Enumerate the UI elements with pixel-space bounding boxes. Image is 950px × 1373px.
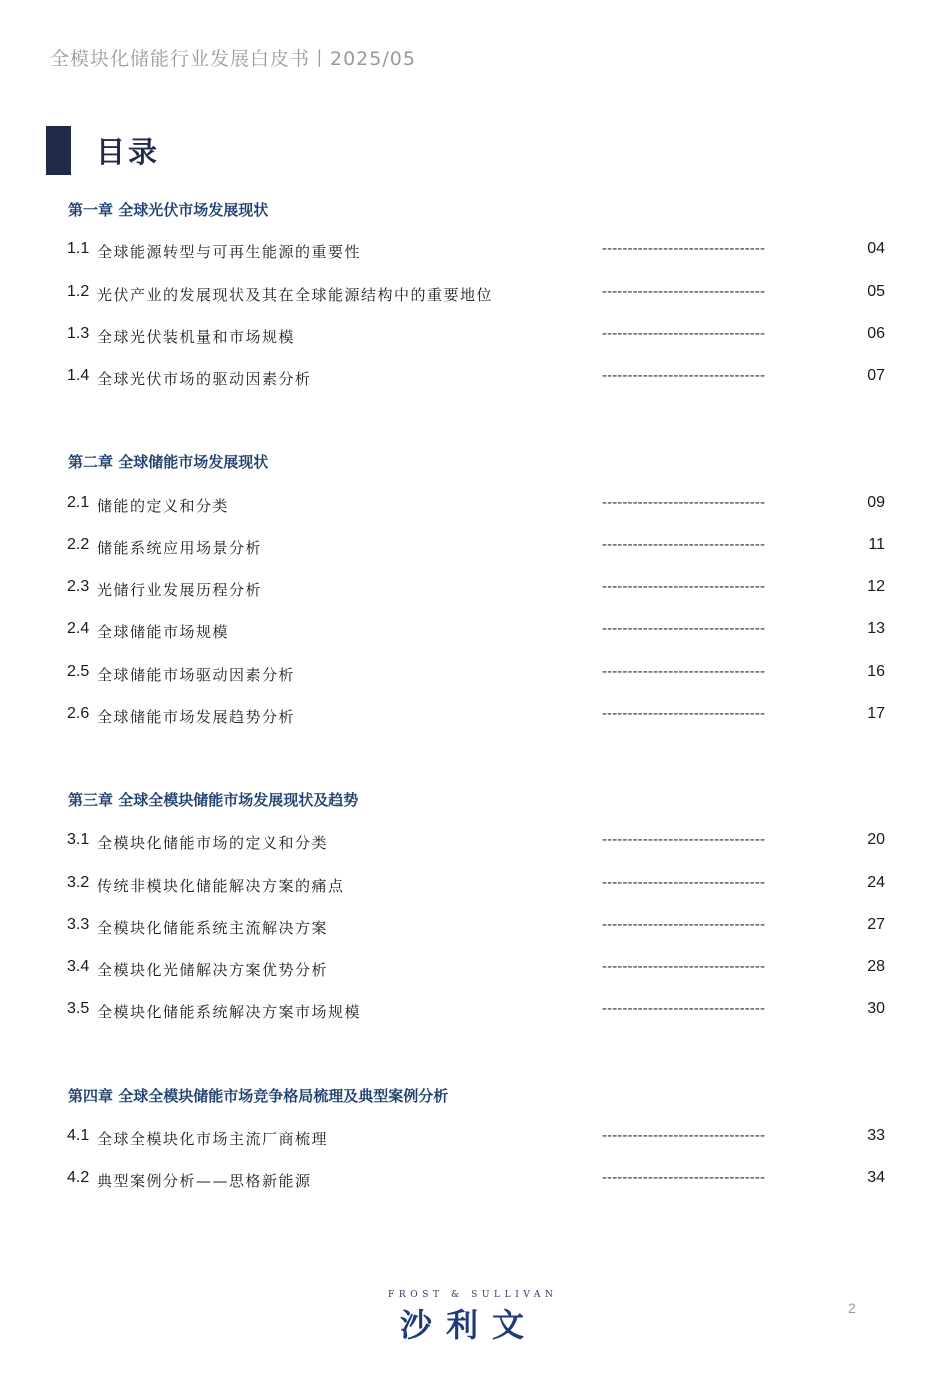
entry-label: 典型案例分析——思格新能源 — [97, 1172, 312, 1190]
dot-leader: -------------------------------- — [602, 1000, 766, 1017]
brand-logo-chinese: 沙利文 — [400, 1306, 539, 1344]
entry-label: 全球储能市场发展趋势分析 — [97, 708, 296, 726]
document-header: 全模块化储能行业发展白皮书丨2025/05 — [50, 48, 416, 70]
title-accent-bar — [46, 126, 71, 175]
entry-label: 储能的定义和分类 — [97, 497, 230, 515]
entry-page: 30 — [867, 1000, 885, 1017]
entry-number: 3.3 — [67, 916, 90, 933]
entry-number: 2.4 — [67, 620, 90, 637]
toc-entry-3-5[interactable] — [0, 1000, 950, 1022]
toc-entry-1-4[interactable] — [0, 367, 950, 389]
entry-label: 全球全模块化市场主流厂商梳理 — [97, 1130, 329, 1148]
entry-label: 全球储能市场驱动因素分析 — [97, 666, 296, 684]
entry-page: 33 — [867, 1127, 885, 1144]
brand-logo-english: FROST & SULLIVAN — [388, 1290, 558, 1300]
entry-page: 05 — [867, 283, 885, 300]
chapter-1-title: 第一章 全球光伏市场发展现状 — [68, 201, 269, 219]
entry-page: 27 — [867, 916, 885, 933]
entry-label: 光伏产业的发展现状及其在全球能源结构中的重要地位 — [97, 286, 494, 304]
dot-leader: -------------------------------- — [602, 240, 766, 257]
entry-label: 全模块化光储解决方案优势分析 — [97, 961, 329, 979]
entry-number: 4.2 — [67, 1169, 90, 1186]
toc-entry-3-4[interactable] — [0, 958, 950, 980]
entry-page: 28 — [867, 958, 885, 975]
toc-entry-2-1[interactable] — [0, 494, 950, 516]
entry-page: 24 — [867, 874, 885, 891]
entry-page: 11 — [868, 536, 885, 553]
entry-page: 20 — [867, 831, 885, 848]
dot-leader: -------------------------------- — [602, 536, 766, 553]
entry-label: 全球储能市场规模 — [97, 623, 230, 641]
dot-leader: -------------------------------- — [602, 916, 766, 933]
toc-entry-1-1[interactable] — [0, 240, 950, 262]
page-number: 2 — [848, 1300, 856, 1316]
entry-page: 34 — [867, 1169, 885, 1186]
entry-page: 06 — [867, 325, 885, 342]
entry-number: 2.1 — [67, 494, 90, 511]
toc-entry-1-2[interactable] — [0, 283, 950, 305]
toc-entry-2-6[interactable] — [0, 705, 950, 727]
dot-leader: -------------------------------- — [602, 578, 766, 595]
dot-leader: -------------------------------- — [602, 494, 766, 511]
entry-number: 1.1 — [67, 240, 90, 257]
entry-page: 17 — [867, 705, 885, 722]
entry-number: 2.6 — [67, 705, 90, 722]
entry-label: 全球光伏装机量和市场规模 — [97, 328, 296, 346]
chapter-4-title: 第四章 全球全模块储能市场竞争格局梳理及典型案例分析 — [68, 1087, 449, 1105]
entry-number: 3.4 — [67, 958, 90, 975]
dot-leader: -------------------------------- — [602, 705, 766, 722]
entry-label: 全模块化储能系统主流解决方案 — [97, 919, 329, 937]
dot-leader: -------------------------------- — [602, 620, 766, 637]
dot-leader: -------------------------------- — [602, 367, 766, 384]
dot-leader: -------------------------------- — [602, 1127, 766, 1144]
entry-label: 全模块化储能市场的定义和分类 — [97, 834, 329, 852]
toc-entry-2-4[interactable] — [0, 620, 950, 642]
entry-page: 13 — [867, 620, 885, 637]
entry-number: 2.3 — [67, 578, 90, 595]
dot-leader: -------------------------------- — [602, 325, 766, 342]
dot-leader: -------------------------------- — [602, 958, 766, 975]
entry-label: 全球能源转型与可再生能源的重要性 — [97, 243, 362, 261]
entry-number: 1.3 — [67, 325, 90, 342]
entry-page: 09 — [867, 494, 885, 511]
entry-page: 12 — [867, 578, 885, 595]
dot-leader: -------------------------------- — [602, 831, 766, 848]
entry-number: 3.5 — [67, 1000, 90, 1017]
entry-number: 2.5 — [67, 663, 90, 680]
dot-leader: -------------------------------- — [602, 283, 766, 300]
dot-leader: -------------------------------- — [602, 1169, 766, 1186]
toc-entry-3-3[interactable] — [0, 916, 950, 938]
entry-label: 传统非模块化储能解决方案的痛点 — [97, 877, 345, 895]
entry-label: 储能系统应用场景分析 — [97, 539, 263, 557]
entry-label: 全球光伏市场的驱动因素分析 — [97, 370, 312, 388]
entry-number: 3.1 — [67, 831, 90, 848]
toc-entry-2-3[interactable] — [0, 578, 950, 600]
toc-entry-2-5[interactable] — [0, 663, 950, 685]
toc-title: 目录 — [96, 135, 161, 169]
entry-label: 全模块化储能系统解决方案市场规模 — [97, 1003, 362, 1021]
entry-number: 2.2 — [67, 536, 90, 553]
toc-entry-3-2[interactable] — [0, 874, 950, 896]
entry-page: 04 — [867, 240, 885, 257]
dot-leader: -------------------------------- — [602, 874, 766, 891]
dot-leader: -------------------------------- — [602, 663, 766, 680]
entry-number: 4.1 — [67, 1127, 90, 1144]
toc-entry-3-1[interactable] — [0, 831, 950, 853]
entry-number: 1.2 — [67, 283, 90, 300]
entry-number: 3.2 — [67, 874, 90, 891]
toc-entry-4-2[interactable] — [0, 1169, 950, 1191]
entry-page: 07 — [867, 367, 885, 384]
entry-page: 16 — [867, 663, 885, 680]
toc-entry-4-1[interactable] — [0, 1127, 950, 1149]
toc-entry-2-2[interactable] — [0, 536, 950, 558]
entry-label: 光储行业发展历程分析 — [97, 581, 263, 599]
entry-number: 1.4 — [67, 367, 90, 384]
chapter-2-title: 第二章 全球储能市场发展现状 — [68, 453, 269, 471]
toc-entry-1-3[interactable] — [0, 325, 950, 347]
chapter-3-title: 第三章 全球全模块储能市场发展现状及趋势 — [68, 791, 359, 809]
